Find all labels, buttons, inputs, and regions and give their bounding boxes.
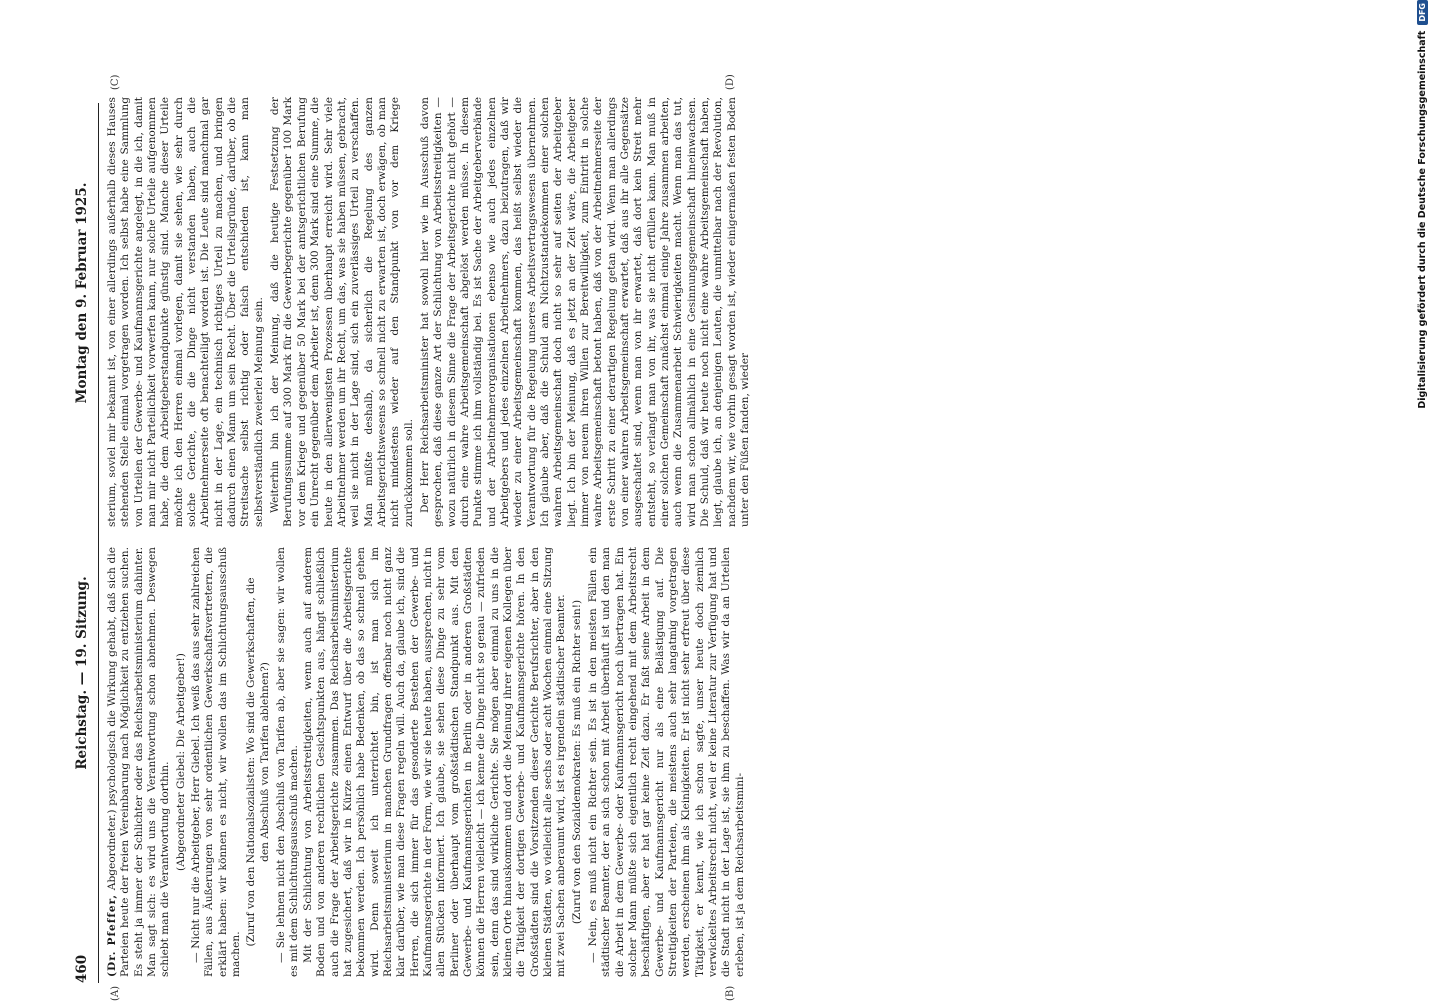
margin-marker-a: (A) [110, 985, 121, 1001]
speech-paragraph: sterium, soviel mir bekannt ist, von einer allerdings außerhalb dieses Hauses stehenden Stelle einmal vorgetragen worden. Ich selbst habe eine Sammlung von Urteilen der Gewerbe- und Kaufmannsgerichte angelegt, in die ich, damit man mir nicht Parteilichkeit vorwerfen kann, nur solche Urteile aufgenommen habe, die dem Arbeitgeberstandpunkte günstig sind. Manche dieser Urteile möchte ich den Herren einmal vorlegen, damit sie sehen, wie sehr durch solche Gerichte, die die Dinge nicht verstanden haben, auch die Arbeitnehmerseite oft benachteiligt worden ist. Die Leute sind manchmal gar nicht in der Lage, ein technisch richtiges Urteil zu machen, und bringen dadurch einen Mann um sein Recht. Über die Urteilsgründe, darüber, ob die Streitsache selbst richtig oder falsch entschieden ist, kann man selbstverständlich zweierlei Meinung sein. [106, 97, 265, 527]
speech-paragraph: Der Herr Reichsarbeitsminister hat sowohl hier wie im Ausschuß davon gesprochen, daß diese ganze Art der Schlichtung von Arbeitsstreitigkeiten — wozu natürlich in diesem Sinne die Frage der Arbeitsgerichte nicht gehört — durch eine wahre Arbeitsgemeinschaft abgelöst werden müsse. In diesem Punkte stimme ich ihm vollständig bei. Es ist Sache der Arbeitgeberverbände und der Arbeitnehmerorganisationen ebenso wie auch jedes einzelnen Arbeitgebers und jedes einzelnen Arbeitnehmers, dazu beizutragen, daß wir wieder zu einer Arbeitsgemeinschaft kommen, das heißt selbst wieder die Verantwortung für die Regelung unseres Arbeitsvertragswesens übernehmen. Ich glaube aber, daß die Schuld am Nichtzustandekommen einer solchen wahren Arbeitsgemeinschaft doch nicht so sehr auf seiten der Arbeitgeber liegt. Ich bin der Meinung, daß es jetzt an der Zeit wäre, die Arbeitgeber immer von neuem ihren Willen zur Bereitwilligkeit, zum Eintritt in solche wahre Arbeitsgemeinschaft betont haben, daß von der Arbeitnehmerseite der erste Schritt zu einer derartigen Regelung getan wird. Wenn man allerdings von einer wahren Arbeitsgemeinschaft erwartet, daß aus ihr alle Gegensätze ausgeschaltet sind, wenn man von ihr erwartet, daß dort kein Streit mehr entsteht, so verlangt man von ihr, was sie nicht erfüllen kann. Man muß in einer solchen Gemeinschaft zunächst einmal einige Jahre zusammen arbeiten, auch wenn die Zusammenarbeit Schwierigkeiten macht. Wenn man das tut, wird man schon allmählich in eine Gesinnungsgemeinschaft hineinwachsen. Die Schuld, daß wir heute noch nicht eine wahre Arbeitsgemeinschaft haben, liegt, glaube ich, an denjenigen Leuten, die unmittelbar nach der Revolution, nachdem wir, wie vorhin gesagt worden ist, wieder einigermaßen festen Boden unter den Füßen fanden, wieder [418, 97, 752, 527]
speaker-name: (Dr. Pfeffer, [106, 893, 118, 977]
date-title: Montag den 9. Februar 1925. [74, 182, 90, 404]
margin-marker-c: (C) [110, 74, 121, 90]
page-header [74, 103, 99, 983]
left-text-column [106, 547, 747, 977]
paragraph-text: psychologisch die Wirkung gehabt, daß sich die Parteien heute der freien Vereinbarung nach Möglichkeit zu entziehen suchen. Es steht ja immer der Schlichter oder das Reichsarbeitsministerium dahinter. Man sagt sich: es wird uns die Verantwortung schon abnehmen. Deswegen schiebt man die Verantwortung dorthin. [106, 547, 172, 977]
right-text-column [106, 97, 753, 527]
margin-marker-d: (D) [725, 74, 736, 90]
rotated-page [70, 74, 1310, 1001]
speech-paragraph: Weiterhin bin ich der Meinung, daß die heutige Festsetzung der Berufungssumme auf 300 Mark für die Gewerbegerichte gegenüber 100 Mark vor dem Kriege und gegenüber 50 Mark bei der amtsgerichtlichen Berufung ein Unrecht gegenüber dem Arbeiter ist, denn 300 Mark sind eine Summe, die heute in den allerwenigsten Prozessen überhaupt erreicht wird. Sehr viele Arbeitnehmer werden um ihr Recht, um das, was sie haben müssen, gebracht, weil sie nicht in der Lage sind, sich ein zuverlässiges Urteil zu verschaffen. Man müßte deshalb, da sicherlich die Regelung des ganzen Arbeitsgerichtswesens so schnell nicht zu erwarten ist, doch erwägen, ob man nicht mindestens wieder auf den Standpunkt von vor dem Kriege zurückkommen soll. [269, 97, 415, 527]
speech-paragraph: Mit der Schlichtung von Arbeitsstreitigkeiten, wenn auch auf anderem Boden und von anderen rechtlichen Gesichtspunkten aus, hängt schließlich auch die Frage der Arbeitsgerichte zusammen. Das Reichsarbeitsministerium hat zugesichert, daß wir in Kürze einen Entwurf über die Arbeitsgerichte bekommen werden. Ich persönlich habe Bedenken, ob das so schnell gehen wird. Denn soweit ich unterrichtet bin, ist man sich im Reichsarbeitsministerium in manchen Grundfragen offenbar noch nicht ganz klar darüber, wie man diese Fragen regeln will. Auch da, glaube ich, sind die Herren, die sich immer für das gesonderte Bestehen der Gewerbe- und Kaufmannsgerichte in der Form, wie wir sie heute haben, aussprechen, nicht in allen Stücken informiert. Ich glaube, sie sehen diese Dinge zu sehr vom Berliner oder überhaupt vom großstädtischen Standpunkt aus. Mit den Gewerbe- und Kaufmannsgerichten in Berlin oder in anderen Großstädten können die Herren vielleicht — ich kenne die Dinge nicht so genau — zufrieden sein, denn das sind wirkliche Gerichte. Sie mögen aber einmal zu uns in die kleinen Orte hinauskommen und dort die Meinung ihrer eigenen Kollegen über die Tätigkeit der dortigen Gewerbe- und Kaufmannsgerichte hören. In den Großstädten sind die Vorsitzenden dieser Gerichte Berufsrichter, aber in den kleinen Städten, wo vielleicht alle sechs oder acht Wochen einmal eine Sitzung mit zwei Sachen anberaumt wird, ist es irgendein städtischer Beamter. [301, 547, 568, 977]
interjection: (Abgeordneter Giebel: Die Arbeitgeber!) [174, 653, 187, 871]
speech-paragraph: — Sie lehnen nicht den Abschluß von Tarifen ab, aber sie sagen: wir wollen es mit dem Schlichtungsausschuß machen. [275, 547, 301, 977]
interjection: (Zuruf von den Sozialdemokraten: Es muß ein Richter sein!) [570, 599, 583, 925]
margin-marker-b: (B) [725, 985, 736, 1001]
session-title: Reichstag. — 19. Sitzung. [74, 576, 90, 770]
speech-paragraph [106, 547, 173, 977]
page-number: 460 [74, 954, 90, 983]
speech-paragraph: — Nein, es muß nicht ein Richter sein. Es ist in den meisten Fällen ein städtischer Beamter, der an sich schon mit Arbeit überhäuft ist und den man die Arbeit in dem Gewerbe- oder Kaufmannsgericht noch übertragen hat. Ein solcher Mann müßte sich eigentlich recht eingehend mit dem Arbeitsrecht beschäftigen, aber er hat gar keine Zeit dazu. Er faßt seine Arbeit in dem Gewerbe- und Kaufmannsgericht nur als eine Belästigung auf. Die Streitigkeiten der Parteien, die meistens auch sehr langatmig vorgetragen werden, erscheinen ihm als Kleinigkeiten. Er ist nicht sehr erfreut über diese Tätigkeit, er kennt, wie ich schon sagte, unser heute doch ziemlich verwickeltes Arbeitsrecht nicht, weil er keine Literatur zur Verfügung hat und die Stadt nicht in der Lage ist, sie ihm zu beschaffen. Was wir da an Urteilen erleben, ist ja dem Reichsarbeitsmini- [587, 547, 746, 977]
interjection: (Zuruf von den Nationalsozialisten: Wo sind die Gewerkschaften, die den Abschluß von Tarifen ablehnen?) [245, 577, 271, 947]
credit-text: Digitalisierung gefördert durch die Deutsche Forschungsgemeinschaft [1416, 30, 1428, 409]
speech-paragraph: — Nicht nur die Arbeitgeber, Herr Giebel. Ich weiß das aus sehr zahlreichen Fällen, aus Äußerungen von sehr ordentlichen Gewerkschaftsvertretern, die erklärt haben: wir können es nicht, wir wollen das im Schlichtungsausschuß machen. [190, 547, 243, 977]
dfg-logo-icon: DFG [1417, 0, 1428, 25]
speaker-role: Abgeordneter.) [106, 809, 118, 891]
digitization-credit [1413, 0, 1431, 990]
